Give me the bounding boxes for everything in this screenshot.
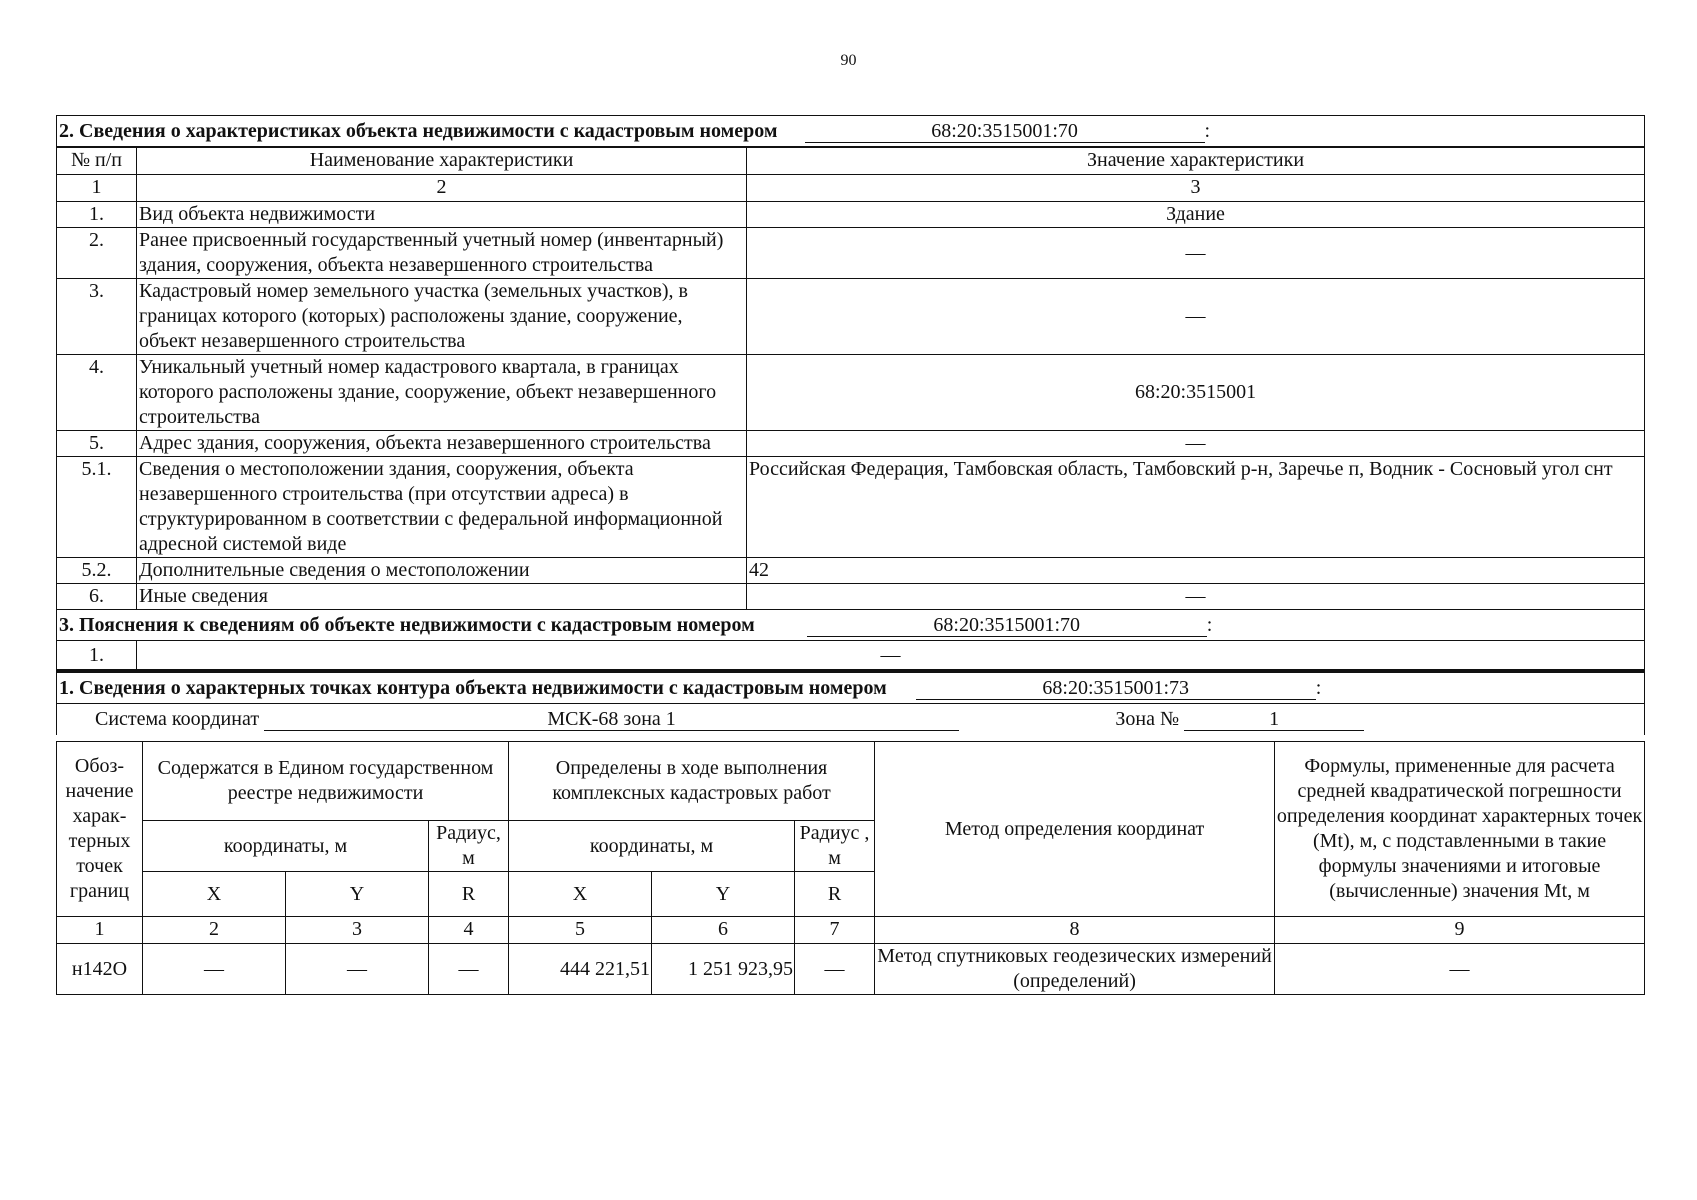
point-formula: — [1275, 944, 1645, 995]
zone-label: Зона № [1115, 708, 1180, 730]
point-r1: — [429, 944, 509, 995]
row-num: 4. [57, 355, 137, 431]
row-num: 2. [57, 228, 137, 279]
coord-system-row [57, 704, 1645, 736]
section2-colon: : [1204, 119, 1211, 142]
colnum-2: 2 [137, 175, 747, 202]
point-method: Метод спутниковых геодезических измерений (определений) [875, 944, 1275, 995]
section2-title: 2. Сведения о характеристиках объекта недвижимости с кадастровым номером [59, 119, 778, 142]
table-row [57, 558, 1645, 584]
header-coords-complex: координаты, м [509, 821, 795, 872]
table-row [57, 431, 1645, 457]
point-name: н142О [57, 944, 143, 995]
row-value: — [747, 228, 1645, 279]
row-name: Уникальный учетный номер кадастрового квартала, в границах которого расположены здание, сооружение, объект незавершенного строительства [137, 355, 747, 431]
header-method: Метод определения координат [875, 742, 1275, 917]
table-row [57, 584, 1645, 610]
colnum-9: 9 [1275, 917, 1645, 944]
section2-cadastral-number: 68:20:3515001:70 [805, 120, 1205, 143]
colnum-4: 4 [429, 917, 509, 944]
row-name: Вид объекта недвижимости [137, 202, 747, 228]
page-number: 90 [840, 52, 857, 69]
section1-title: 1. Сведения о характерных точках контура объекта недвижимости с кадастровым номером [59, 676, 887, 699]
row-value: — [137, 641, 1645, 672]
colnum-3: 3 [747, 175, 1645, 202]
section3-cadastral-number: 68:20:3515001:70 [807, 614, 1207, 637]
table-row [57, 944, 1645, 995]
row-num: 5.2. [57, 558, 137, 584]
point-y1: — [286, 944, 429, 995]
header-r2: R [795, 872, 875, 917]
colnum-6: 6 [652, 917, 795, 944]
colnum-7: 7 [795, 917, 875, 944]
header-x2: X [509, 872, 652, 917]
row-value: 68:20:3515001 [747, 355, 1645, 431]
table-row [57, 202, 1645, 228]
header-coords-egrn: координаты, м [143, 821, 429, 872]
table-row [57, 228, 1645, 279]
row-name: Ранее присвоенный государственный учетный номер (инвентарный) здания, сооружения, объекта незавершенного строительства [137, 228, 747, 279]
colnum-5: 5 [509, 917, 652, 944]
points-colnum-row [57, 917, 1645, 944]
row-num: 3. [57, 279, 137, 355]
table-row [57, 355, 1645, 431]
row-name: Адрес здания, сооружения, объекта незавершенного строительства [137, 431, 747, 457]
section3-title-row [57, 610, 1645, 641]
row-name: Кадастровый номер земельного участка (земельных участков), в границах которого (которых) расположены здание, сооружение, объект незавершенного строительства [137, 279, 747, 355]
header-name: Наименование характеристики [137, 147, 747, 175]
characteristics-table [56, 115, 1645, 735]
section3-title: 3. Пояснения к сведениям об объекте недвижимости с кадастровым номером [59, 613, 755, 636]
point-x2: 444 221,51 [509, 944, 652, 995]
header-point: Обоз-начение харак-терных точек границ [57, 742, 143, 917]
header-egrn: Содержатся в Едином государственном реестре недвижимости [143, 742, 509, 821]
row-value: 42 [747, 558, 1645, 584]
header-value: Значение характеристики [747, 147, 1645, 175]
row-num: 6. [57, 584, 137, 610]
point-r2: — [795, 944, 875, 995]
colnum-2: 2 [143, 917, 286, 944]
header-radius-complex: Радиус , м [795, 821, 875, 872]
table-row [57, 279, 1645, 355]
row-name: Дополнительные сведения о местоположении [137, 558, 747, 584]
header-y1: Y [286, 872, 429, 917]
row-name: Иные сведения [137, 584, 747, 610]
row-value: Российская Федерация, Тамбовская область, Тамбовский р-н, Заречье п, Водник - Сосновый угол снт [747, 457, 1645, 558]
row-num: 5.1. [57, 457, 137, 558]
coord-system-label: Система координат [95, 708, 260, 730]
colnum-1: 1 [57, 917, 143, 944]
section1-cadastral-number: 68:20:3515001:73 [916, 677, 1316, 700]
characteristics-header-row [57, 147, 1645, 175]
header-y2: Y [652, 872, 795, 917]
header-r1: R [429, 872, 509, 917]
section2-title-row [57, 116, 1645, 148]
section1-colon: : [1315, 676, 1322, 699]
colnum-3: 3 [286, 917, 429, 944]
row-name: Сведения о местоположении здания, сооружения, объекта незавершенного строительства (при отсутствии адреса) в структурированном в соответствии с федеральной информационной адресной системой виде [137, 457, 747, 558]
header-radius-egrn: Радиус, м [429, 821, 509, 872]
row-value: — [747, 279, 1645, 355]
header-x1: X [143, 872, 286, 917]
row-value: Здание [747, 202, 1645, 228]
row-num: 1. [57, 641, 137, 672]
colnum-8: 8 [875, 917, 1275, 944]
zone-value: 1 [1184, 708, 1364, 731]
header-formulas: Формулы, примененные для расчета средней квадратической погрешности определения координат характерных точек (Mt), м, с подставленными в такие формулы значениями и итоговые (вычисленные) значения Mt, м [1275, 742, 1645, 917]
section1-title-row [57, 671, 1645, 704]
colnum-1: 1 [57, 175, 137, 202]
coord-system-value: МСК-68 зона 1 [264, 708, 959, 731]
table-row [57, 457, 1645, 558]
row-num: 1. [57, 202, 137, 228]
point-y2: 1 251 923,95 [652, 944, 795, 995]
row-value: — [747, 584, 1645, 610]
characteristics-colnum-row [57, 175, 1645, 202]
points-header-row [57, 742, 1645, 821]
point-x1: — [143, 944, 286, 995]
points-table [56, 741, 1645, 995]
section3-colon: : [1206, 613, 1213, 636]
header-complex: Определены в ходе выполнения комплексных кадастровых работ [509, 742, 875, 821]
header-num: № п/п [57, 147, 137, 175]
row-num: 5. [57, 431, 137, 457]
table-row [57, 641, 1645, 672]
row-value: — [747, 431, 1645, 457]
